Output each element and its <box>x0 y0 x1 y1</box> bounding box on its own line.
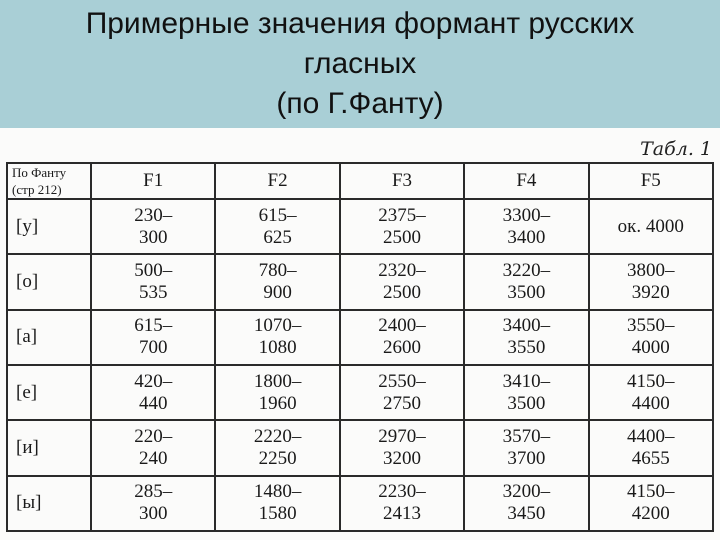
vowel-label: [а] <box>7 310 91 365</box>
formant-cell <box>464 310 588 365</box>
formant-value: 220– <box>134 425 173 447</box>
formant-value: 3300– <box>502 204 551 226</box>
formant-cell <box>91 254 215 309</box>
formant-cell <box>464 365 588 420</box>
formant-cell <box>340 420 464 475</box>
formant-value: 2750 <box>382 392 421 414</box>
formant-cell <box>589 310 713 365</box>
formant-cell <box>91 476 215 531</box>
formant-table <box>6 162 714 532</box>
formant-cell <box>215 420 339 475</box>
formant-value: 3500 <box>507 281 546 303</box>
formant-cell <box>464 199 588 254</box>
formant-value: 3500 <box>507 392 546 414</box>
formant-value: 4200 <box>631 503 670 525</box>
formant-cell <box>91 199 215 254</box>
formant-value: 3450 <box>507 503 546 525</box>
formant-cell <box>340 365 464 420</box>
formant-value: 2320– <box>378 259 426 281</box>
formant-value: 625 <box>263 226 292 248</box>
formant-value: 240 <box>138 447 168 469</box>
table-body <box>7 199 713 531</box>
formant-value: 700 <box>138 337 168 359</box>
formant-cell <box>215 199 339 254</box>
formant-value: 900 <box>263 281 292 303</box>
formant-value: 3220– <box>502 259 551 281</box>
formant-cell <box>340 199 464 254</box>
formant-value: 4000 <box>631 337 670 359</box>
formant-value: 2250 <box>258 447 297 469</box>
formant-value: 300 <box>138 503 168 525</box>
formant-cell <box>91 310 215 365</box>
formant-cell <box>589 420 713 475</box>
formant-value: 4400 <box>631 392 670 414</box>
formant-value: 4400– <box>627 425 675 447</box>
formant-value: 2500 <box>382 281 421 303</box>
formant-cell <box>215 365 339 420</box>
slide-title-line-2: гласных <box>303 47 417 80</box>
table-row <box>7 254 713 309</box>
slide-title-line-1: Примерные значения формант русских <box>85 7 635 40</box>
formant-value: 1580 <box>258 503 297 525</box>
formant-value: 3550 <box>507 337 546 359</box>
corner-label: По Фанту (стр 212) <box>7 163 91 199</box>
formant-value: 3200 <box>382 447 421 469</box>
formant-value: ок. 4000 <box>617 215 684 237</box>
table-row <box>7 420 713 475</box>
formant-value: 2970– <box>378 425 426 447</box>
table-row <box>7 199 713 254</box>
vowel-label: [и] <box>7 420 91 475</box>
formant-cell <box>340 476 464 531</box>
formant-value: 3920 <box>631 281 670 303</box>
slide-title-line-3: (по Г.Фанту) <box>276 87 444 120</box>
formant-value: 2600 <box>382 337 421 359</box>
header-f3: F3 <box>340 163 464 199</box>
formant-value: 2413 <box>382 503 421 525</box>
header-f1: F1 <box>91 163 215 199</box>
formant-value: 285– <box>134 481 173 503</box>
formant-value: 2400– <box>378 315 426 337</box>
table-header-row <box>7 163 713 199</box>
table-row <box>7 365 713 420</box>
formant-value: 500– <box>134 259 173 281</box>
vowel-label: [о] <box>7 254 91 309</box>
formant-value: 2220– <box>253 425 302 447</box>
table-row <box>7 476 713 531</box>
formant-value: 615– <box>258 204 297 226</box>
formant-cell <box>589 254 713 309</box>
vowel-label: [у] <box>7 199 91 254</box>
formant-value: 3570– <box>502 425 551 447</box>
formant-value: 2550– <box>378 370 426 392</box>
vowel-label: [е] <box>7 365 91 420</box>
formant-value: 440 <box>138 392 168 414</box>
formant-value: 1480– <box>253 481 302 503</box>
formant-cell <box>589 365 713 420</box>
header-f4: F4 <box>464 163 588 199</box>
formant-value: 3200– <box>502 481 551 503</box>
header-f5: F5 <box>589 163 713 199</box>
formant-value: 4150– <box>627 370 675 392</box>
table-caption: Табл. 1 <box>640 138 712 160</box>
formant-value: 230– <box>134 204 173 226</box>
formant-cell <box>589 199 713 254</box>
formant-value: 3400 <box>507 226 546 248</box>
formant-cell <box>340 310 464 365</box>
formant-value: 1960 <box>258 392 297 414</box>
formant-cell <box>215 310 339 365</box>
formant-value: 2230– <box>378 481 426 503</box>
formant-value: 3400– <box>502 315 551 337</box>
formant-cell <box>589 476 713 531</box>
formant-value: 3550– <box>627 315 675 337</box>
table-row <box>7 310 713 365</box>
formant-cell <box>91 420 215 475</box>
vowel-label: [ы] <box>7 476 91 531</box>
formant-cell <box>340 254 464 309</box>
formant-value: 420– <box>134 370 173 392</box>
formant-value: 1070– <box>253 315 302 337</box>
formant-value: 1800– <box>253 370 302 392</box>
formant-value: 615– <box>134 315 173 337</box>
formant-value: 2375– <box>378 204 426 226</box>
formant-value: 3700 <box>507 447 546 469</box>
formant-value: 3800– <box>627 259 675 281</box>
formant-value: 300 <box>138 226 168 248</box>
formant-value: 2500 <box>382 226 421 248</box>
formant-value: 4150– <box>627 481 675 503</box>
formant-cell <box>215 476 339 531</box>
formant-cell <box>464 476 588 531</box>
formant-cell <box>91 365 215 420</box>
formant-value: 4655 <box>631 447 670 469</box>
formant-value: 780– <box>258 259 297 281</box>
formant-cell <box>215 254 339 309</box>
formant-value: 1080 <box>258 337 297 359</box>
formant-value: 3410– <box>502 370 551 392</box>
slide-title <box>0 4 720 124</box>
formant-cell <box>464 420 588 475</box>
header-f2: F2 <box>215 163 339 199</box>
formant-value: 535 <box>138 281 168 303</box>
formant-cell <box>464 254 588 309</box>
